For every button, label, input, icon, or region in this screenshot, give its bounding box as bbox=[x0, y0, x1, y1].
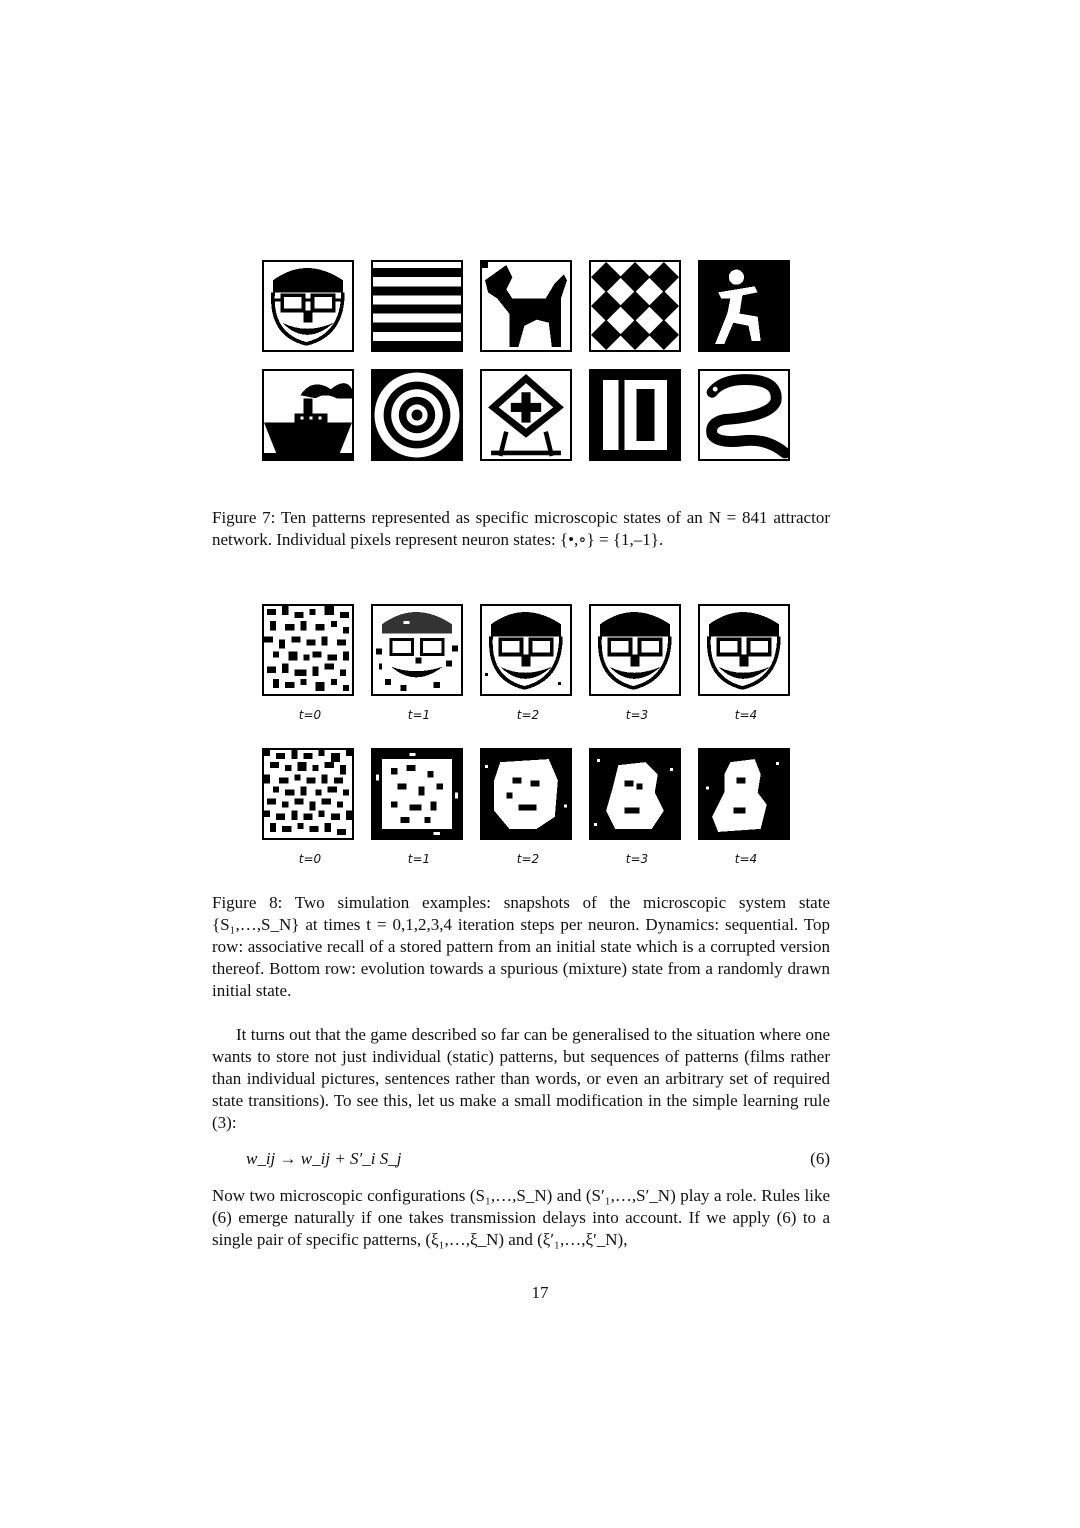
concentric-circles-icon bbox=[371, 369, 463, 461]
equation-text: w_ij → w_ij + S′_i S_j bbox=[246, 1149, 402, 1168]
diamond-grid-icon bbox=[589, 260, 681, 352]
spurious-t2-snapshot bbox=[480, 748, 572, 840]
bottom-label-t2: t=2 bbox=[516, 852, 540, 866]
recall-t3-snapshot bbox=[589, 604, 681, 696]
equation-number: (6) bbox=[810, 1149, 830, 1168]
spurious-t0-snapshot bbox=[262, 748, 354, 840]
bottom-label-t4: t=4 bbox=[734, 852, 758, 866]
top-label-t4: t=4 bbox=[734, 708, 758, 722]
running-figure-icon bbox=[698, 260, 790, 352]
top-label-t1: t=1 bbox=[407, 708, 431, 722]
dog-silhouette-icon bbox=[480, 260, 572, 352]
spurious-t4-snapshot bbox=[698, 748, 790, 840]
paragraph-1-text: It turns out that the game described so far can be generalised to the situation where one wants to store not just individual (static) patterns, but sequences of patterns (films rather than individual pictures, sentences rather than words, or even an arbitrary set of required state transitions). To see this, let us make a small modification in the simple learning rule (3): bbox=[212, 1025, 830, 1132]
recall-t1-snapshot bbox=[371, 604, 463, 696]
ship-icon bbox=[262, 369, 354, 461]
recall-t2-snapshot bbox=[480, 604, 572, 696]
top-label-t2: t=2 bbox=[516, 708, 540, 722]
page-number: 17 bbox=[531, 1283, 549, 1302]
figure-7-caption: Figure 7: Ten patterns represented as specific microscopic states of an N = 841 attractor network. Individual pixels represent neuron states: {•,∘} = {1,–1}. bbox=[212, 508, 830, 549]
equation-6 bbox=[212, 1149, 830, 1173]
bottom-label-t3: t=3 bbox=[625, 852, 649, 866]
horizontal-stripes-icon bbox=[371, 260, 463, 352]
face-pattern-icon bbox=[262, 260, 354, 352]
body-paragraph-1 bbox=[212, 1024, 830, 1134]
top-label-t3: t=3 bbox=[625, 708, 649, 722]
top-label-t0: t=0 bbox=[298, 708, 322, 722]
recall-t4-snapshot bbox=[698, 604, 790, 696]
snake-2-icon bbox=[698, 369, 790, 461]
number-10-icon bbox=[589, 369, 681, 461]
spurious-t3-snapshot bbox=[589, 748, 681, 840]
bottom-label-t1: t=1 bbox=[407, 852, 431, 866]
spurious-t1-snapshot bbox=[371, 748, 463, 840]
cross-sign-icon bbox=[480, 369, 572, 461]
bottom-label-t0: t=0 bbox=[298, 852, 322, 866]
figure-8-caption: Figure 8: Two simulation examples: snapshots of the microscopic system state {S₁,…,S_N} at times t = 0,1,2,3,4 iteration steps per neuron. Dynamics: sequential. Top row: associative recall of a stored pattern from an initial state which is a corrupted version thereof. Bottom row: evolution towards a spurious (mixture) state from a randomly drawn initial state. bbox=[212, 893, 830, 1000]
recall-t0-snapshot bbox=[262, 604, 354, 696]
body-paragraph-2: Now two microscopic configurations (S₁,…,S_N) and (S′₁,…,S′_N) play a role. Rules like (6) emerge naturally if one takes transmission delays into account. If we apply (6) to a single pair of specific patterns, (ξ₁,…,ξ_N) and (ξ′₁,…,ξ′_N), bbox=[212, 1186, 830, 1249]
